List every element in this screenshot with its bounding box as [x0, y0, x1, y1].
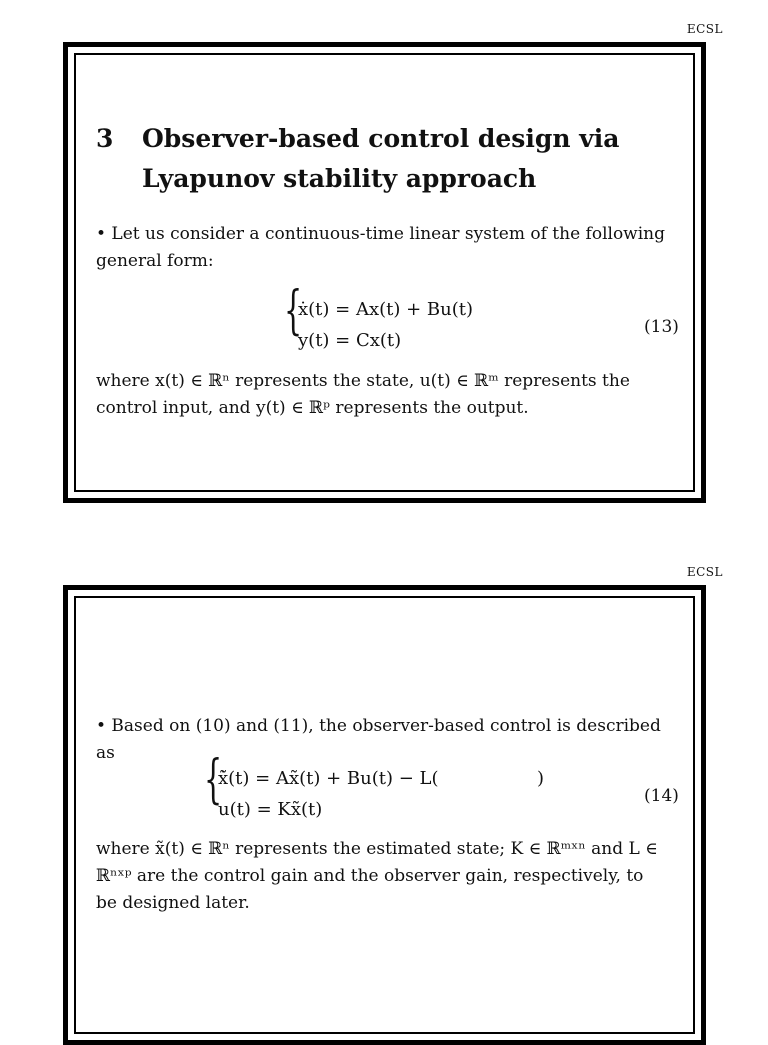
- slide1-definition-paragraph: where x(t) ∈ ℝⁿ represents the state, u(t) ∈ ℝᵐ represents the control input, and y(t) ∈ ℝᵖ represents the output.: [96, 371, 630, 418]
- slide2-intro-paragraph: • Based on (10) and (11), the observer-based control is described as: [96, 716, 661, 763]
- slide2-definition-paragraph: where x̃(t) ∈ ℝⁿ represents the estimated state; K ∈ ℝᵐˣⁿ and L ∈ ℝⁿˣᵖ are the control gain and the observer gain, respectively, to be designed later.: [96, 839, 658, 913]
- equation-13-number: (13): [644, 317, 679, 337]
- slide1-header: ECSL: [686, 22, 723, 36]
- slide1-frame: [63, 42, 706, 503]
- equation-13-row1: ẋ(t) = Ax(t) + Bu(t): [298, 299, 474, 320]
- equation-14-number: (14): [644, 786, 679, 806]
- slide1-intro-paragraph: • Let us consider a continuous-time linear system of the following general form:: [96, 224, 665, 271]
- section-title: [96, 119, 619, 199]
- slide2-header: ECSL: [686, 565, 723, 579]
- slide2-inner-frame: [74, 596, 695, 1034]
- section-number: 3: [96, 124, 114, 153]
- left-brace: {: [284, 281, 303, 341]
- equation-14-row1-close: ): [537, 768, 545, 789]
- title-line1: Observer-based control design via: [142, 124, 620, 153]
- slide2-frame: [63, 585, 706, 1045]
- left-brace: {: [204, 750, 223, 810]
- equation-14-row1: x̃̇(t) = Ax̃(t) + Bu(t) − L(: [218, 768, 439, 789]
- equation-14-row2: u(t) = Kx̃(t): [218, 799, 323, 820]
- equation-13-row2: y(t) = Cx(t): [298, 330, 402, 351]
- equation-14: [204, 750, 564, 830]
- title-line2: Lyapunov stability approach: [142, 164, 537, 193]
- slide1-inner-frame: [74, 53, 695, 492]
- equation-13: [284, 281, 544, 361]
